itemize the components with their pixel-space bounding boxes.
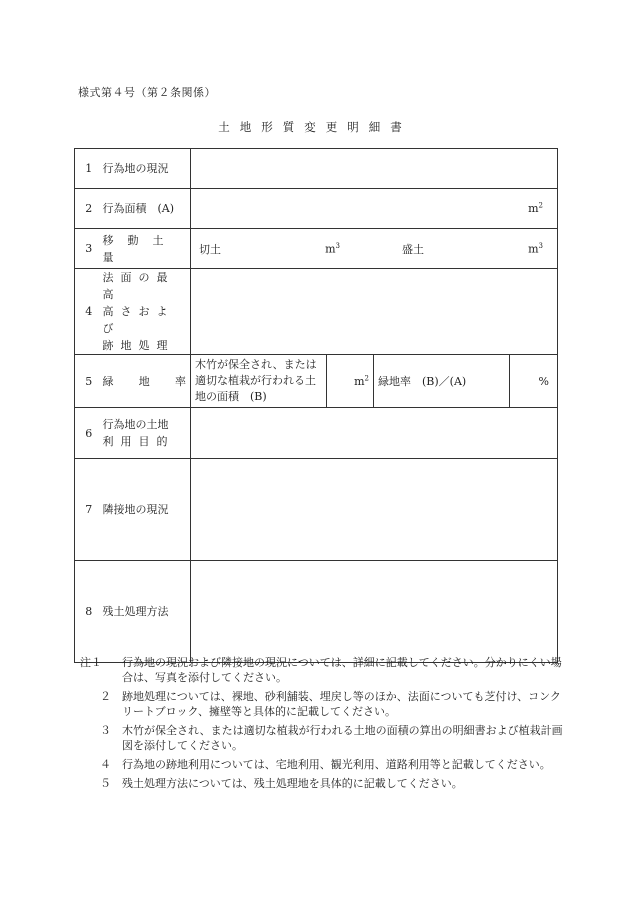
green-area-description: 木竹が保全され、または適切な植栽が行われる土地の面積 (B)	[191, 355, 327, 408]
row-soil-disposal	[75, 561, 558, 663]
row-slope-height	[75, 269, 558, 355]
form-number-label: 様式第４号（第２条関係）	[78, 86, 216, 99]
row-land-use-purpose	[75, 408, 558, 459]
action-area-field[interactable]	[191, 189, 558, 229]
row-label: 緑 地 率	[103, 355, 191, 408]
slope-height-field[interactable]	[191, 269, 558, 355]
note-number: ２	[100, 690, 111, 703]
note-item	[88, 776, 568, 791]
notes-section	[80, 655, 568, 791]
fill-unit: $m^3$	[528, 241, 543, 256]
green-area-field[interactable]	[327, 355, 374, 408]
note-item	[88, 757, 568, 772]
note-item	[80, 655, 568, 685]
note-item	[88, 689, 568, 719]
row-label: 行為地の現況	[103, 149, 191, 189]
row-number: 7	[75, 459, 103, 561]
note-number: ５	[100, 777, 111, 790]
note-text: 行為地の現況および隣接地の現況については、詳細に記載してください。分かりにくい場合は、写真を添付してください。	[122, 656, 562, 684]
earth-volume-field[interactable]	[191, 229, 558, 269]
site-condition-field[interactable]	[191, 149, 558, 189]
row-number: 8	[75, 561, 103, 663]
note-item	[88, 723, 568, 753]
cut-label: 切土	[199, 242, 221, 256]
row-number: 1	[75, 149, 103, 189]
row-site-condition	[75, 149, 558, 189]
ratio-field[interactable]	[510, 355, 558, 408]
adjacent-condition-field[interactable]	[191, 459, 558, 561]
row-label: 行為地の土地 利用目的	[103, 408, 191, 459]
ratio-unit: %	[538, 374, 549, 388]
row-label: 移動土量	[103, 229, 191, 269]
note-text: 跡地処理については、裸地、砂利舗装、埋戻し等のほか、法面についても芝付け、コンクリートブロック、擁壁等と具体的に記載してください。	[122, 690, 561, 718]
row-action-area	[75, 189, 558, 229]
row-label: 隣接地の現況	[103, 459, 191, 561]
cut-unit: $m^3$	[325, 241, 340, 256]
row-green-ratio	[75, 355, 558, 408]
land-use-purpose-field[interactable]	[191, 408, 558, 459]
soil-disposal-field[interactable]	[191, 561, 558, 663]
fill-label: 盛土	[402, 242, 424, 256]
ratio-label: 緑地率 (B)／(A)	[374, 355, 510, 408]
note-text: 行為地の跡地利用については、宅地利用、観光利用、道路利用等と記載してください。	[122, 758, 551, 771]
row-earth-volume	[75, 229, 558, 269]
row-number: 6	[75, 408, 103, 459]
row-adjacent-condition	[75, 459, 558, 561]
row-number: 3	[75, 229, 103, 269]
row-number: 2	[75, 189, 103, 229]
note-text: 残土処理方法については、残土処理地を具体的に記載してください。	[122, 777, 463, 790]
note-number: ４	[100, 758, 111, 771]
green-area-unit: $m^2$	[354, 374, 369, 388]
row-label: 法面の最高 高さおよび 跡地処理	[103, 269, 191, 355]
row-label: 行為面積 (A)	[103, 189, 191, 229]
note-number: ３	[100, 724, 111, 737]
document-title: 土地形質変更明細書	[218, 120, 412, 134]
row-number: 4	[75, 269, 103, 355]
note-number: 注１	[80, 656, 102, 669]
note-text: 木竹が保全され、または適切な植栽が行われる土地の面積の算出の明細書および植栽計画図を添付してください。	[122, 724, 563, 752]
land-alteration-table	[74, 148, 558, 663]
row-label: 残土処理方法	[103, 561, 191, 663]
row-number: 5	[75, 355, 103, 408]
area-unit: $m^2$	[528, 201, 543, 216]
